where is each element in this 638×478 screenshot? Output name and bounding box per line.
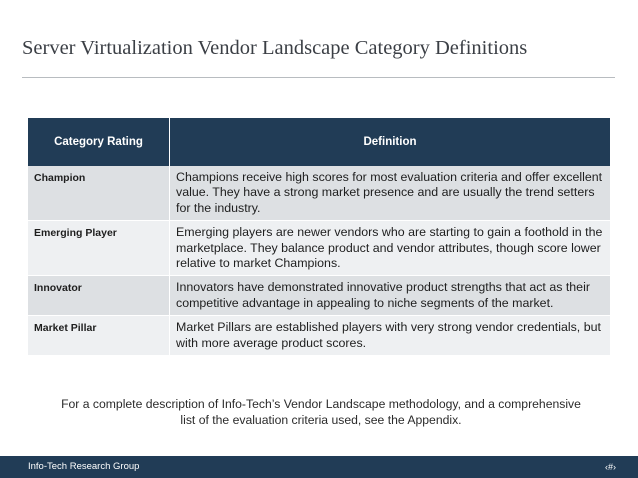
table-row (28, 316, 610, 356)
category-rating-cell: Champion (28, 166, 170, 221)
slide-title: Server Virtualization Vendor Landscape Category Definitions (22, 37, 528, 59)
definition-cell: Champions receive high scores for most evaluation criteria and offer excellent value. They have a strong market presence and are usually the trend setters for the industry. (170, 166, 611, 221)
title-divider (22, 77, 615, 78)
table-header-row (28, 118, 610, 166)
footer-bar (0, 456, 638, 478)
table-row (28, 276, 610, 316)
appendix-footnote: For a complete description of Info-Tech’s Vendor Landscape methodology, and a comprehensive list of the evaluation criteria used, see the Appendix. (61, 397, 581, 427)
column-header-category-rating: Category Rating (28, 118, 170, 166)
footer-page-number: ‹#› (605, 462, 616, 472)
column-header-definition: Definition (170, 118, 611, 166)
table-row (28, 221, 610, 276)
category-rating-cell: Innovator (28, 276, 170, 316)
definition-cell: Emerging players are newer vendors who are starting to gain a foothold in the marketplace. They balance product and vendor attributes, though score lower relative to market Champions. (170, 221, 611, 276)
definition-cell: Market Pillars are established players with very strong vendor credentials, but with more average product scores. (170, 316, 611, 356)
category-rating-cell: Emerging Player (28, 221, 170, 276)
category-rating-cell: Market Pillar (28, 316, 170, 356)
category-definitions-table (28, 118, 610, 356)
footer-organization: Info-Tech Research Group (28, 461, 140, 472)
table-row (28, 166, 610, 221)
definition-cell: Innovators have demonstrated innovative product strengths that act as their competitive advantage in appealing to niche segments of the market. (170, 276, 611, 316)
